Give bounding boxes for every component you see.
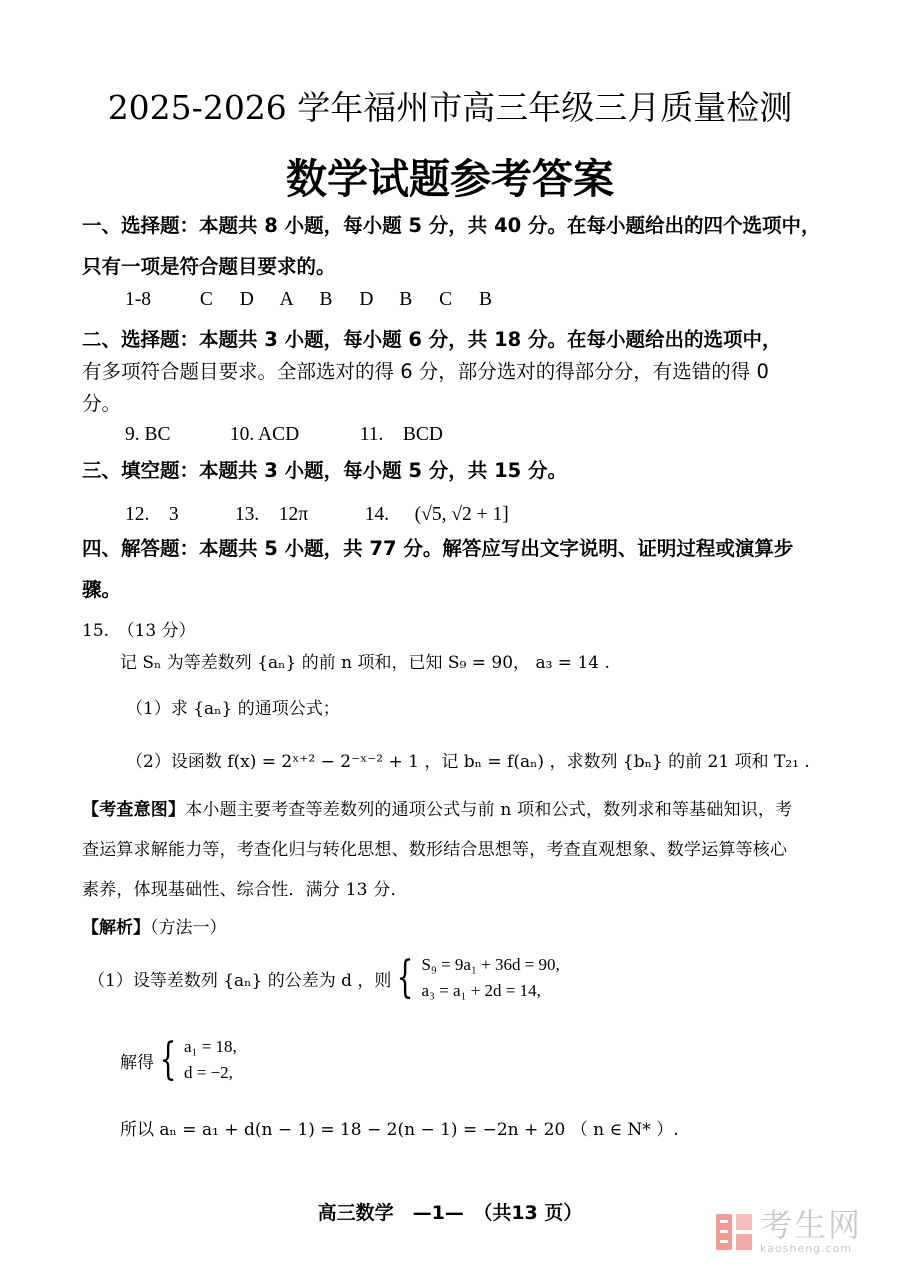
answer-14-value: (√5, √2 + 1] bbox=[414, 504, 509, 525]
intent-paragraph-line-3: 素养，体现基础性、综合性．满分 13 分． bbox=[82, 880, 408, 900]
answer-9: 9. BC bbox=[125, 424, 171, 445]
answer-item: B bbox=[399, 289, 413, 310]
page-footer: 高三数学 —1— （共13 页） bbox=[317, 1202, 583, 1224]
equation-system-1 bbox=[421, 952, 559, 1004]
section-2-heading-cont: 有多项符合题目要求。全部选对的得 6 分，部分选对的得部分分，有选错的得 0 bbox=[82, 360, 769, 383]
section-4-heading: 四、解答题：本题共 5 小题，共 77 分。解答应写出文字说明、证明过程或演算步 bbox=[82, 537, 794, 560]
section-1-heading-cont: 只有一项是符合题目要求的。 bbox=[82, 255, 336, 278]
answer-item: C bbox=[199, 289, 213, 310]
answer-item: B bbox=[319, 289, 333, 310]
solve-text: 解得 bbox=[120, 1052, 154, 1073]
section-2-heading: 二、选择题：本题共 3 小题，每小题 6 分，共 18 分。在每小题给出的选项中， bbox=[82, 328, 782, 351]
solution-part-1 bbox=[88, 952, 560, 1004]
page-title: 2025-2026 学年福州市高三年级三月质量检测 bbox=[107, 88, 793, 127]
system-brace: { bbox=[397, 952, 414, 1003]
answer-item: B bbox=[479, 289, 493, 310]
answer-14-label: 14. bbox=[364, 504, 390, 525]
answer-range: 1-8 bbox=[125, 289, 151, 310]
method-label: （方法一） bbox=[150, 918, 227, 938]
watermark-name: 考生网 bbox=[759, 1206, 862, 1244]
equation: d = −2, bbox=[184, 1063, 233, 1082]
analysis-label: 【解析】 bbox=[82, 918, 150, 938]
section-1-answers bbox=[125, 289, 514, 311]
solution-part-1-text: （1）设等差数列 {aₙ} 的公差为 d ，则 bbox=[88, 970, 392, 991]
watermark bbox=[714, 1208, 862, 1255]
equation-system-2 bbox=[184, 1034, 237, 1086]
intent-label: 【考查意图】 bbox=[82, 800, 186, 820]
question-15-part-1: （1）求 {aₙ} 的通项公式； bbox=[126, 699, 340, 719]
page-subtitle: 数学试题参考答案 bbox=[286, 155, 614, 203]
answer-item: C bbox=[439, 289, 453, 310]
intent-paragraph-line-2: 查运算求解能力等，考查化归与转化思想、数形结合思想等，考查直观想象、数学运算等核心 bbox=[82, 840, 788, 860]
section-3-answers bbox=[125, 498, 509, 526]
section-2-answers bbox=[125, 418, 443, 446]
section-2-heading-end: 分。 bbox=[82, 392, 122, 415]
solution-conclusion: 所以 aₙ = a₁ + d(n − 1) = 18 − 2(n − 1) = −2n + 20 （ n ∈ N* ）. bbox=[120, 1120, 679, 1140]
answer-13: 13. 12π bbox=[234, 504, 309, 525]
question-15-header: 15. （13 分） bbox=[82, 621, 196, 641]
watermark-logo-icon bbox=[714, 1212, 754, 1252]
question-15-part-2: （2）设函数 f(x) = 2ˣ⁺² − 2⁻ˣ⁻² + 1 ，记 bₙ = f(aₙ) ，求数列 {bₙ} 的前 21 项和 T₂₁ . bbox=[126, 752, 810, 772]
answer-10: 10. ACD bbox=[229, 424, 300, 445]
analysis-heading bbox=[82, 913, 227, 938]
equation: S₉ = 9a₁ + 36d = 90, bbox=[421, 955, 560, 974]
answer-item: D bbox=[239, 289, 254, 310]
system-brace: { bbox=[159, 1034, 177, 1085]
question-15-stem: 记 Sₙ 为等差数列 {aₙ} 的前 n 项和，已知 S₉ = 90， a₃ = 14 . bbox=[120, 653, 610, 673]
section-4-heading-cont: 骤。 bbox=[82, 578, 122, 601]
answer-11: 11. BCD bbox=[359, 424, 443, 445]
equation: a₃ = a₁ + 2d = 14, bbox=[421, 981, 541, 1000]
watermark-url: kaosheng.com bbox=[759, 1242, 853, 1255]
equation: a₁ = 18, bbox=[184, 1037, 237, 1056]
answer-12: 12. 3 bbox=[125, 504, 179, 525]
intent-text: 本小题主要考查等差数列的通项公式与前 n 项和公式，数列求和等基础知识，考 bbox=[185, 800, 793, 820]
section-3-heading: 三、填空题：本题共 3 小题，每小题 5 分，共 15 分。 bbox=[82, 459, 568, 482]
answer-item: D bbox=[359, 289, 374, 310]
answer-item: A bbox=[279, 289, 294, 310]
intent-paragraph-line-1 bbox=[82, 795, 792, 820]
section-1-heading: 一、选择题：本题共 8 小题，每小题 5 分，共 40 分。在每小题给出的四个选项中， bbox=[82, 214, 821, 237]
solution-result bbox=[120, 1034, 237, 1086]
